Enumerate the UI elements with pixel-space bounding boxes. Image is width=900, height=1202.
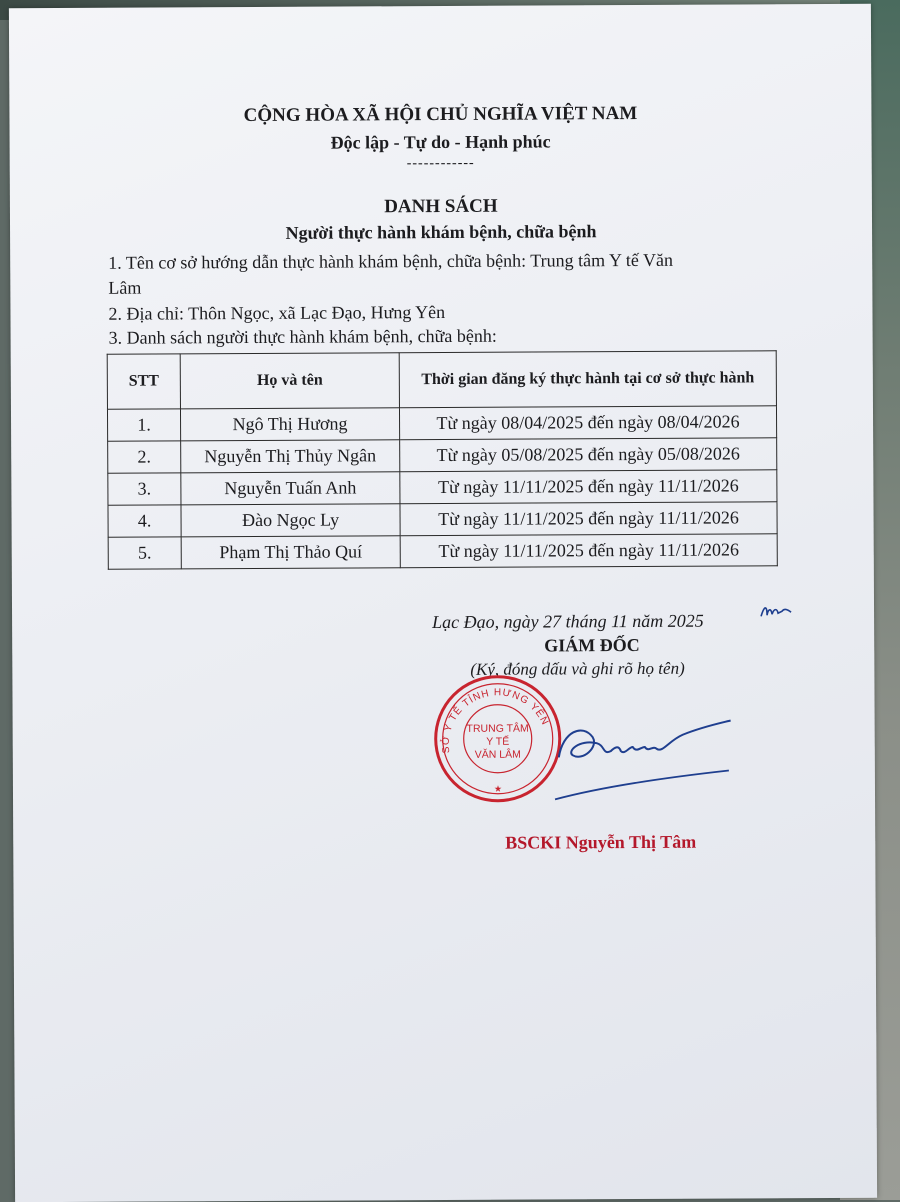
cell-name: Nguyễn Tuấn Anh: [181, 472, 400, 505]
header-name: Họ và tên: [180, 353, 399, 409]
motto-heading: Độc lập - Tự do - Hạnh phúc: [330, 131, 551, 153]
table-row: [108, 470, 777, 506]
cell-period: Từ ngày 08/04/2025 đến ngày 08/04/2026: [399, 406, 776, 440]
signature-instruction: (Ký, đóng dấu và ghi rõ họ tên): [470, 658, 685, 679]
cell-name: Nguyễn Thị Thủy Ngân: [181, 440, 400, 473]
table-header-row: [107, 351, 776, 410]
stamp-line-1: TRUNG TÂM: [466, 722, 529, 735]
cell-period: Từ ngày 05/08/2025 đến ngày 05/08/2026: [400, 438, 777, 472]
cell-period: Từ ngày 11/11/2025 đến ngày 11/11/2026: [400, 534, 777, 568]
country-heading: CỘNG HÒA XÃ HỘI CHỦ NGHĨA VIỆT NAM: [243, 102, 638, 127]
table-row: [108, 438, 777, 474]
cell-period: Từ ngày 11/11/2025 đến ngày 11/11/2026: [400, 470, 777, 504]
stamp-star-icon: ★: [493, 784, 503, 795]
header-stt: STT: [107, 354, 180, 409]
document-subtitle: Người thực hành khám bệnh, chữa bệnh: [285, 221, 597, 243]
heading-rule: ------------: [406, 155, 475, 172]
stamp-line-3: VĂN LÂM: [474, 748, 521, 761]
table-row: [108, 534, 777, 570]
place-date: Lạc Đạo, ngày 27 tháng 11 năm 2025: [432, 610, 704, 633]
document-title: DANH SÁCH: [384, 195, 498, 218]
stamp-line-2: Y TẾ: [486, 735, 510, 748]
cell-name: Phạm Thị Thảo Quí: [181, 536, 400, 569]
official-stamp: [432, 673, 563, 804]
cell-stt: 5.: [108, 537, 181, 569]
cell-name: Ngô Thị Hương: [180, 408, 399, 441]
table-row: [108, 502, 777, 538]
header-period: Thời gian đăng ký thực hành tại cơ sở thực hành: [399, 351, 776, 408]
item-2: 2. Địa chỉ: Thôn Ngọc, xã Lạc Đạo, Hưng Yên: [108, 301, 446, 324]
stamp-ring-text: SỞ Y TẾ TỈNH HƯNG YÊN: [440, 687, 551, 754]
item-3: 3. Danh sách người thực hành khám bệnh, chữa bệnh:: [108, 325, 497, 348]
practitioner-table: [107, 350, 778, 570]
cell-name: Đào Ngọc Ly: [181, 504, 400, 537]
item-1-line-1: 1. Tên cơ sở hướng dẫn thực hành khám bệnh, chữa bệnh: Trung tâm Y tế Văn: [108, 249, 673, 273]
cell-stt: 1.: [107, 409, 180, 441]
signer-name: BSCKI Nguyễn Thị Tâm: [505, 831, 697, 853]
cell-stt: 4.: [108, 505, 181, 537]
cell-stt: 3.: [108, 473, 181, 505]
director-title: GIÁM ĐỐC: [544, 634, 640, 656]
document-page: [9, 4, 877, 1202]
cell-period: Từ ngày 11/11/2025 đến ngày 11/11/2026: [400, 502, 777, 536]
handwritten-initial: [758, 600, 794, 622]
cell-stt: 2.: [108, 441, 181, 473]
table-row: [107, 406, 776, 442]
item-1-line-2: Lâm: [108, 277, 142, 298]
handwritten-signature: [553, 700, 734, 811]
